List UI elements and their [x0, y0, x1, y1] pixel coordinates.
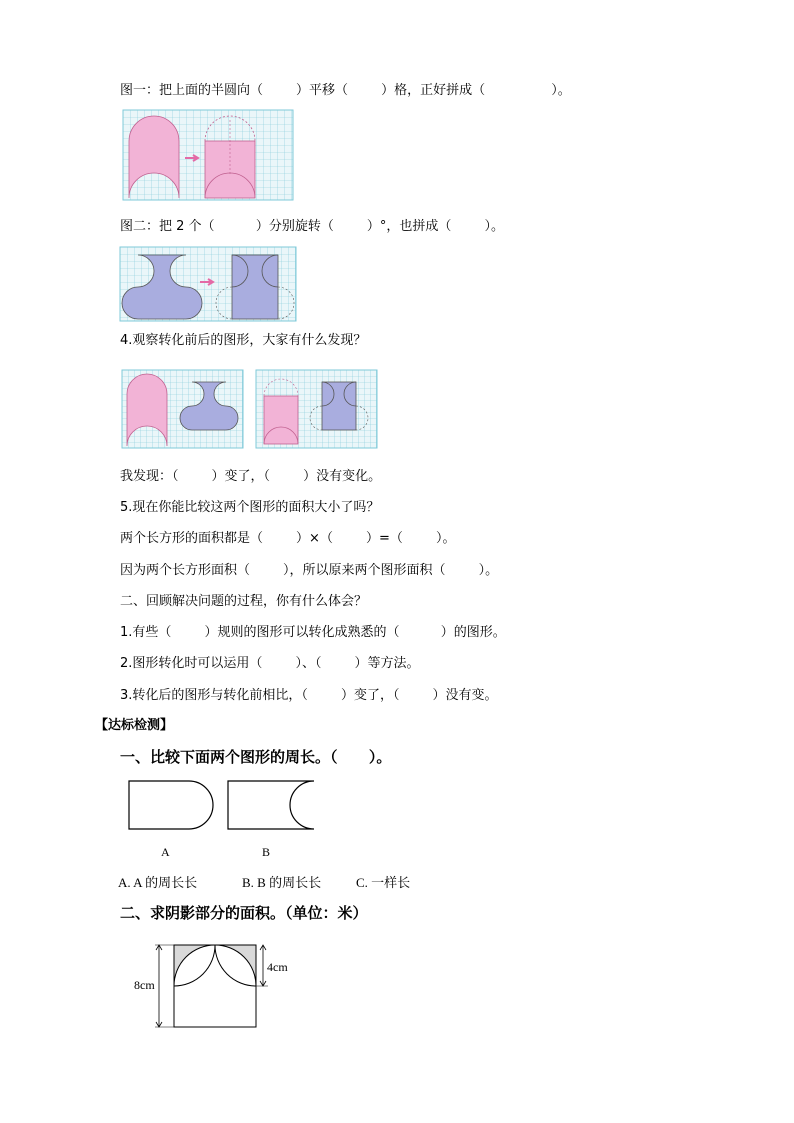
reflection-2: 2.图形转化时可以运用（ ）、（ ）等方法。: [120, 656, 420, 671]
label-b: B: [262, 845, 271, 859]
area-conclusion-line: 因为两个长方形面积（ ），所以原来两个图形面积（ ）。: [120, 563, 499, 578]
section-two-heading: 二、回顾解决问题的过程，你有什么体会？: [120, 594, 368, 609]
label-a: A: [161, 845, 170, 859]
option-c[interactable]: C. 一样长: [356, 875, 411, 890]
test-question-1: 一、比较下面两个图形的周长。（ ）。: [120, 748, 392, 766]
option-b[interactable]: B. B 的周长长: [242, 875, 322, 890]
figure-two-instruction: 图二：把 2 个（ ）分别旋转（ ）°，也拼成（ ）。: [120, 219, 504, 234]
figure-one-instruction: 图一：把上面的半圆向（ ）平移（ ）格，正好拼成（ ）。: [120, 83, 571, 98]
figure-one-diagram: [123, 110, 293, 200]
before-transform-diagram: [122, 370, 243, 448]
question-4: 4.观察转化前后的图形，大家有什么发现？: [120, 333, 367, 348]
shape-a: [129, 781, 213, 829]
test-question-2: 二、求阴影部分的面积。（单位：米）: [120, 904, 368, 922]
dimension-4cm: 4cm: [267, 960, 288, 974]
finding-line: 我发现：（ ）变了，（ ）没有变化。: [120, 469, 382, 484]
figure-two-diagram: [120, 247, 296, 321]
shaded-area-diagram: [150, 940, 270, 1030]
test-header: 【达标检测】: [95, 718, 174, 733]
after-transform-diagram: [256, 370, 377, 448]
question-5: 5.现在你能比较这两个图形的面积大小了吗？: [120, 500, 380, 515]
rotated-rectangle-shape: [232, 255, 278, 319]
reflection-1: 1.有些（ ）规则的图形可以转化成熟悉的（ ）的图形。: [120, 625, 506, 640]
dimension-8cm: 8cm: [134, 978, 155, 992]
shape-b: [228, 781, 314, 829]
reflection-3: 3.转化后的图形与转化前相比，（ ）变了，（ ）没有变。: [120, 688, 498, 703]
perimeter-shapes: [128, 780, 318, 832]
option-a[interactable]: A. A 的周长长: [118, 875, 198, 890]
area-equation-line: 两个长方形的面积都是（ ）×（ ）=（ ）。: [120, 531, 456, 546]
